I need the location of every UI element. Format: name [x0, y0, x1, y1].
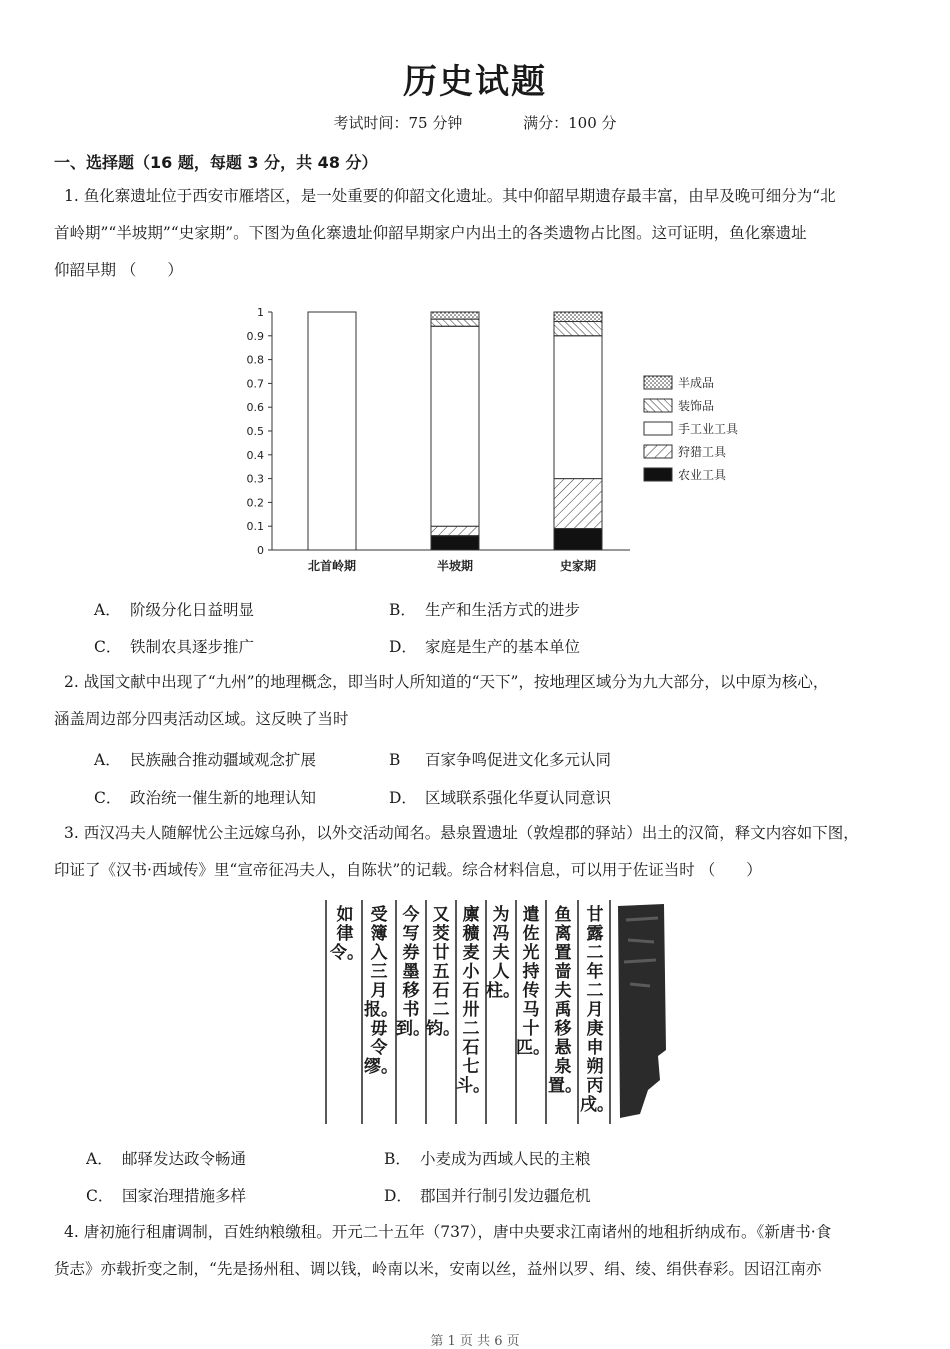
q1-line: 仰韶早期 （ ）: [54, 261, 183, 279]
bar-segment: [431, 536, 479, 550]
q3-line: 3. 西汉冯夫人随解忧公主远嫁乌孙，以外交活动闻名。悬泉置遗址（敦煌郡的驿站）出土的汉简，释文内容如下图，: [64, 824, 859, 842]
han-slip-figure: [318, 900, 698, 1128]
slip-column: 遣佐光持传马十匹。: [516, 905, 550, 1058]
option-label: B: [389, 751, 401, 769]
y-tick-label: 0.8: [246, 353, 264, 367]
bar-segment: [554, 479, 602, 529]
option-label: C．: [94, 789, 122, 807]
q3-option-d[interactable]: [384, 1184, 591, 1206]
q2-line: 涵盖周边部分四夷活动区域。这反映了当时: [54, 710, 349, 728]
legend-label: 手工业工具: [678, 422, 739, 436]
q4-line: 4. 唐初施行租庸调制，百姓纳粮缴租。开元二十五年（737），唐中央要求江南诸州的地租折纳成布。《新唐书·食: [64, 1223, 832, 1241]
page-title: 历史试题: [403, 62, 547, 102]
y-tick-label: 0.6: [246, 401, 264, 415]
option-label: A．: [94, 751, 121, 769]
slip-column: 甘露二年二月庚申朔丙戌。: [580, 905, 614, 1115]
option-label: D．: [389, 789, 417, 807]
option-label: C．: [94, 638, 122, 656]
y-tick-label: 1: [257, 306, 264, 319]
bamboo-slip-photo: [618, 904, 666, 1118]
q1-option-b[interactable]: [389, 598, 580, 620]
q4-line: 货志》亦载折变之制，“先是扬州租、调以钱，岭南以米，安南以丝，益州以罗、绢、绫、绢供春彩。因诏江南亦: [54, 1260, 822, 1278]
q2-option-d[interactable]: [389, 786, 611, 808]
y-tick-label: 0.1: [246, 520, 264, 534]
y-tick-label: 0.4: [246, 448, 264, 462]
option-text: 小麦成为西域人民的主粮: [420, 1150, 591, 1168]
slip-column: 鱼离置啬夫禹移悬泉置。: [548, 905, 582, 1096]
question-1-stem: [54, 178, 904, 289]
option-text: 铁制农具逐步推广: [130, 638, 255, 656]
option-label: A．: [86, 1150, 113, 1168]
q1-option-d[interactable]: [389, 635, 580, 657]
option-label: B．: [384, 1150, 411, 1168]
q1-option-a[interactable]: [94, 598, 254, 620]
q1-option-c[interactable]: [94, 635, 254, 657]
option-text: 百家争鸣促进文化多元认同: [425, 751, 612, 769]
q2-option-c[interactable]: [94, 786, 316, 808]
bar-segment: [554, 529, 602, 550]
legend-label: 装饰品: [678, 399, 715, 413]
page-footer: 第 1 页 共 6 页: [430, 1334, 520, 1349]
q1-line: 首岭期”“半坡期”“史家期”。下图为鱼化寨遗址仰韶早期家户内出土的各类遗物占比图。这可证明，鱼化寨遗址: [54, 224, 807, 242]
q3-option-c[interactable]: [86, 1184, 246, 1206]
exam-score: 满分：100 分: [523, 114, 617, 132]
bar-stacks: [308, 312, 602, 550]
y-tick-label: 0.3: [246, 472, 264, 486]
x-tick-label: 北首岭期: [307, 559, 357, 573]
legend-label: 半成品: [678, 376, 715, 390]
option-label: D．: [389, 638, 417, 656]
question-3-stem: [54, 815, 904, 889]
legend-swatch: [644, 399, 672, 412]
q1-line: 1. 鱼化寨遗址位于西安市雁塔区，是一处重要的仰韶文化遗址。其中仰韶早期遗存最丰富，由早及晚可细分为“北: [64, 187, 836, 205]
exam-time: 考试时间：75 分钟: [333, 114, 463, 132]
slip-column: 受簿入三月报。毋令缪。: [364, 905, 398, 1077]
option-label: A．: [94, 601, 121, 619]
option-label: C．: [86, 1187, 114, 1205]
section-heading: 一、选择题（16 题，每题 3 分，共 48 分）: [54, 153, 378, 172]
option-text: 区域联系强化华夏认同意识: [425, 789, 612, 807]
legend-swatch: [644, 422, 672, 435]
x-tick-label: 半坡期: [436, 559, 474, 573]
q2-line: 2. 战国文献中出现了“九州”的地理概念，即当时人所知道的“天下”，按地理区域分为九大部分，以中原为核心，: [64, 673, 829, 691]
option-text: 政治统一催生新的地理认知: [130, 789, 317, 807]
question-4-stem: [54, 1214, 904, 1288]
bar-segment: [308, 312, 356, 550]
exam-info: [0, 112, 950, 133]
option-text: 生产和生活方式的进步: [425, 601, 581, 619]
bar-segment: [554, 322, 602, 336]
option-text: 家庭是生产的基本单位: [425, 638, 581, 656]
slip-column: 为冯夫人柱。: [486, 905, 520, 1001]
legend-swatch: [644, 445, 672, 458]
legend-swatch: [644, 468, 672, 481]
option-text: 阶级分化日益明显: [130, 601, 255, 619]
y-tick-label: 0.9: [246, 329, 264, 343]
q3-line: 印证了《汉书·西域传》里“宣帝征冯夫人，自陈状”的记载。综合材料信息，可以用于佐证当时 （ ）: [54, 861, 762, 879]
chart-legend: [644, 375, 739, 482]
legend-label: 狩猎工具: [678, 445, 727, 459]
option-label: B．: [389, 601, 416, 619]
x-axis-labels: [308, 558, 596, 573]
option-text: 邮驿发达政令畅通: [122, 1150, 247, 1168]
option-text: 民族融合推动疆域观念扩展: [130, 751, 317, 769]
q2-option-b[interactable]: [389, 748, 611, 770]
question-2-stem: [54, 664, 904, 738]
bar-segment: [431, 312, 479, 319]
x-tick-label: 史家期: [559, 559, 597, 573]
y-tick-label: 0.2: [246, 496, 264, 510]
y-tick-label: 0.5: [246, 425, 264, 438]
option-text: 郡国并行制引发边疆危机: [420, 1187, 591, 1205]
option-label: D．: [384, 1187, 412, 1205]
legend-swatch: [644, 376, 672, 389]
q2-option-a[interactable]: [94, 748, 316, 770]
q3-option-b[interactable]: [384, 1147, 591, 1169]
legend-label: 农业工具: [678, 468, 727, 482]
bar-segment: [431, 526, 479, 536]
bar-segment: [554, 336, 602, 479]
bar-segment: [431, 326, 479, 526]
bar-segment: [431, 319, 479, 326]
slip-column: 廪穬麦小石卅二石七斗。: [456, 905, 490, 1096]
slip-column: 今写券墨移书到。: [396, 905, 430, 1039]
slip-column: 又茭廿五石二钧。: [426, 905, 460, 1039]
slip-column: 如律令。: [330, 905, 364, 963]
y-tick-label: 0: [257, 544, 264, 557]
option-text: 国家治理措施多样: [122, 1187, 247, 1205]
y-tick-label: 0.7: [246, 377, 264, 391]
bar-segment: [554, 312, 602, 322]
artifact-ratio-chart: [230, 298, 750, 580]
q3-option-a[interactable]: [86, 1147, 246, 1169]
